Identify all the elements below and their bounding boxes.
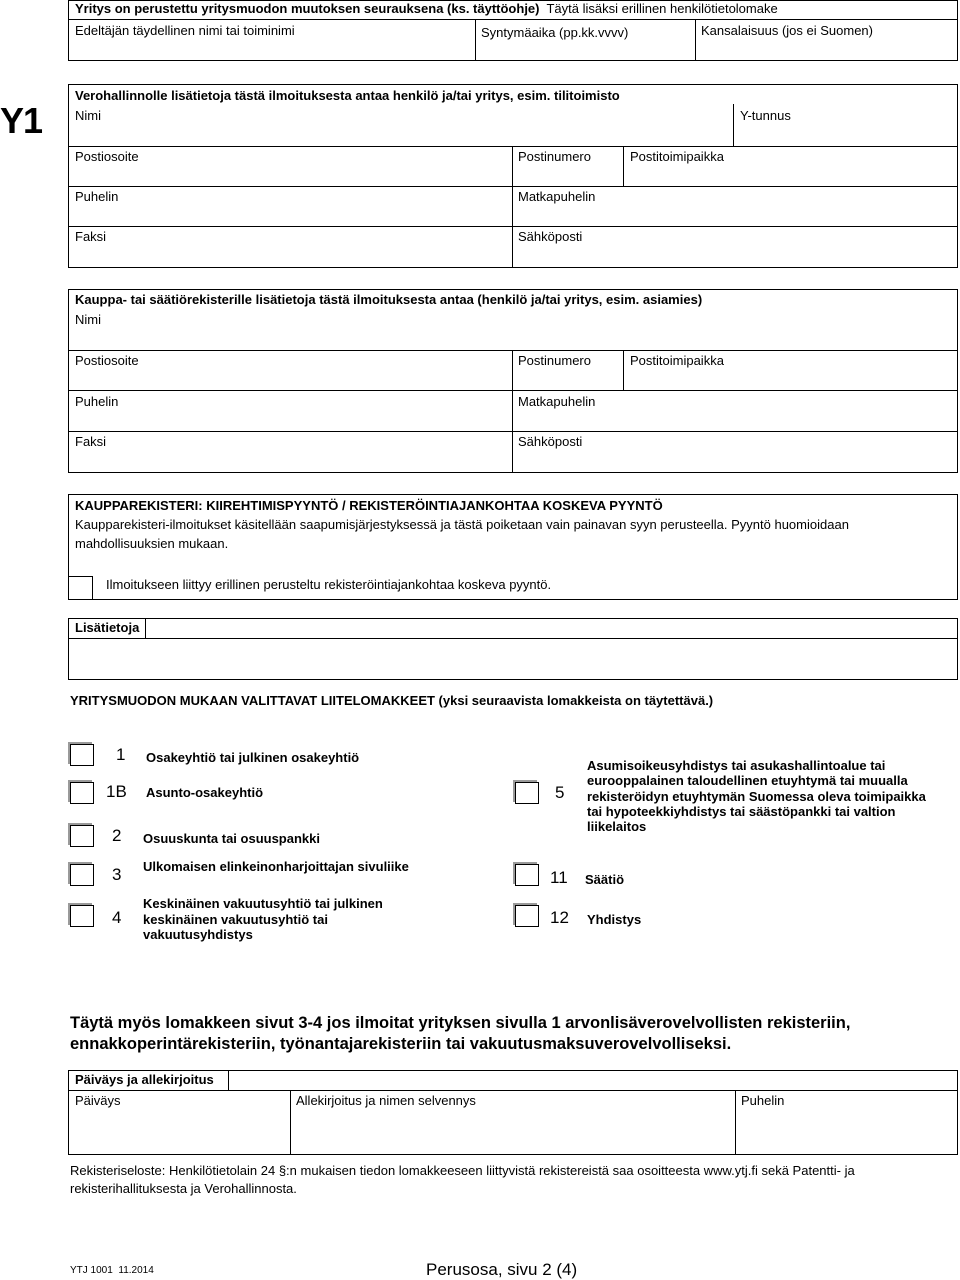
signature-date-field[interactable]: Päiväys <box>75 1093 121 1108</box>
attachment-4-label-line: keskinäinen vakuutusyhtiö tai <box>143 911 328 927</box>
trade-contact-title: Kauppa- tai säätiörekisterille lisätietoja tästä ilmoituksesta antaa (henkilö ja/tai yritys, esim. asiamies) <box>75 292 703 307</box>
tax-contact-phone-field[interactable]: Puhelin <box>75 189 119 204</box>
additional-info-field[interactable] <box>70 640 956 678</box>
attachment-5-label <box>587 758 926 835</box>
tax-contact-post-office-field[interactable]: Postitoimipaikka <box>630 149 724 164</box>
tax-contact-name-field[interactable]: Nimi <box>75 108 101 123</box>
attachment-12-number: 12 <box>550 908 569 927</box>
privacy-line1: Rekisteriseloste: Henkilötietolain 24 §:n mukaisen tiedon lomakkeeseen liittyvistä rekistereistä saa osoitteesta www.ytj.fi sekä Patentti- ja <box>70 1163 855 1178</box>
attachment-11-checkbox[interactable] <box>515 864 539 886</box>
attachment-1b-label: Asunto-osakeyhtiö <box>146 785 264 800</box>
attachment-4-label <box>143 896 383 943</box>
attachment-5-label-line: tai hypoteekkiyhdistys tai säästöpankki tai valtion <box>587 803 896 819</box>
tax-contact-business-id-field[interactable]: Y-tunnus <box>740 108 791 123</box>
attachment-2-number: 2 <box>112 826 122 845</box>
trade-contact-post-office-field[interactable]: Postitoimipaikka <box>630 353 724 368</box>
tax-contact-postcode-field[interactable]: Postinumero <box>518 149 591 164</box>
form-code-id: YTJ 1001 <box>70 1265 113 1276</box>
tax-contact-mobile-field[interactable]: Matkapuhelin <box>518 189 596 204</box>
trade-contact-address-field[interactable]: Postiosoite <box>75 353 139 368</box>
trade-contact-email-field[interactable]: Sähköposti <box>518 434 583 449</box>
attachment-1b-checkbox[interactable] <box>70 782 94 804</box>
attachment-12-checkbox[interactable] <box>515 905 539 927</box>
signature-phone-field[interactable]: Puhelin <box>741 1093 785 1108</box>
attachment-11-number: 11 <box>550 868 568 887</box>
tax-contact-section <box>68 84 958 268</box>
urgent-request-checkbox[interactable] <box>68 576 93 600</box>
urgent-request-title: KAUPPAREKISTERI: KIIREHTIMISPYYNTÖ / REKISTERÖINTIAJANKOHTAA KOSKEVA PYYNTÖ <box>75 498 663 513</box>
predecessor-citizenship-field[interactable]: Kansalaisuus (jos ei Suomen) <box>701 23 873 38</box>
attachment-5-label-line: rekisteröidyn etuyhtymän Suomessa oleva toimipaikka <box>587 788 926 804</box>
form-code <box>70 1265 154 1277</box>
predecessor-name-field[interactable]: Edeltäjän täydellinen nimi tai toiminimi <box>75 23 295 38</box>
page-title: Perusosa, sivu 2 (4) <box>426 1260 578 1279</box>
tax-contact-address-field[interactable]: Postiosoite <box>75 149 139 164</box>
attachment-2-checkbox[interactable] <box>70 825 94 847</box>
predecessor-section-title: Yritys on perustettu yritysmuodon muutoksen seurauksena (ks. täyttöohje) Täytä lisäksi erillinen henkilötietolomake <box>75 1 778 16</box>
signature-title: Päiväys ja allekirjoitus <box>75 1072 214 1087</box>
attachment-4-checkbox[interactable] <box>70 905 94 927</box>
attachment-5-label-line: Asumisoikeusyhdistys tai asukashallintoalue tai <box>587 758 886 773</box>
attachment-3-label: Ulkomaisen elinkeinonharjoittajan sivuliike <box>143 859 409 874</box>
attachment-1-checkbox[interactable] <box>70 744 94 766</box>
additional-info-title: Lisätietoja <box>75 620 140 635</box>
attachment-5-label-line: liikelaitos <box>587 819 647 835</box>
attachment-5-label-line: eurooppalainen taloudellinen etuyhtymä tai muualla <box>587 773 908 789</box>
notice-line1: Täytä myös lomakkeen sivut 3-4 jos ilmoitat yrityksen sivulla 1 arvonlisäverovelvollisten rekisteriin, <box>70 1014 851 1032</box>
attachments-title: YRITYSMUODON MUKAAN VALITTAVAT LIITELOMAKKEET (yksi seuraavista lomakkeista on täytettävä.) <box>70 693 714 708</box>
signature-name-field[interactable]: Allekirjoitus ja nimen selvennys <box>296 1093 476 1108</box>
attachment-1-number: 1 <box>116 745 126 764</box>
attachment-11-label: Säätiö <box>585 872 625 887</box>
section-code: Y1 <box>0 100 43 141</box>
privacy-line2: rekisterihallituksesta ja Verohallinnosta. <box>70 1181 297 1196</box>
attachment-4-number: 4 <box>112 908 122 927</box>
trade-contact-name-field[interactable]: Nimi <box>75 312 101 327</box>
attachment-1b-number: 1B <box>106 782 127 801</box>
urgent-request-checkbox-label: Ilmoitukseen liittyy erillinen perusteltu rekisteröintiajankohtaa koskeva pyyntö. <box>106 577 552 592</box>
attachment-12-label: Yhdistys <box>587 912 642 927</box>
attachment-3-checkbox[interactable] <box>70 864 94 886</box>
notice-line2: ennakkoperintärekisteriin, työnantajarekisteriin tai vakuutusmaksuverovelvolliseksi. <box>70 1035 732 1053</box>
trade-contact-mobile-field[interactable]: Matkapuhelin <box>518 394 596 409</box>
attachment-4-label-line: vakuutusyhdistys <box>143 927 253 943</box>
attachment-1-label: Osakeyhtiö tai julkinen osakeyhtiö <box>146 750 360 765</box>
tax-contact-email-field[interactable]: Sähköposti <box>518 229 583 244</box>
attachment-5-number: 5 <box>555 783 565 802</box>
tax-contact-fax-field[interactable]: Faksi <box>75 229 107 244</box>
trade-contact-section <box>68 289 958 473</box>
tax-contact-title: Verohallinnolle lisätietoja tästä ilmoituksesta antaa henkilö ja/tai yritys, esim. tilitoimisto <box>75 88 620 103</box>
attachment-2-label: Osuuskunta tai osuuspankki <box>143 831 320 846</box>
attachment-5-checkbox[interactable] <box>515 782 539 804</box>
predecessor-birthdate-field[interactable]: Syntymäaika (pp.kk.vvvv) <box>481 25 629 40</box>
urgent-request-text-line2: mahdollisuuksien mukaan. <box>75 536 229 551</box>
trade-contact-phone-field[interactable]: Puhelin <box>75 394 119 409</box>
attachment-4-label-line: Keskinäinen vakuutusyhtiö tai julkinen <box>143 896 383 911</box>
urgent-request-text-line1: Kaupparekisteri-ilmoitukset käsitellään saapumisjärjestyksessä ja tästä poiketaan vain painavan syyn perusteella. Pyyntö huomioidaan <box>75 517 849 532</box>
attachment-3-number: 3 <box>112 865 122 884</box>
trade-contact-fax-field[interactable]: Faksi <box>75 434 107 449</box>
form-code-date: 11.2014 <box>118 1265 154 1276</box>
trade-contact-postcode-field[interactable]: Postinumero <box>518 353 591 368</box>
